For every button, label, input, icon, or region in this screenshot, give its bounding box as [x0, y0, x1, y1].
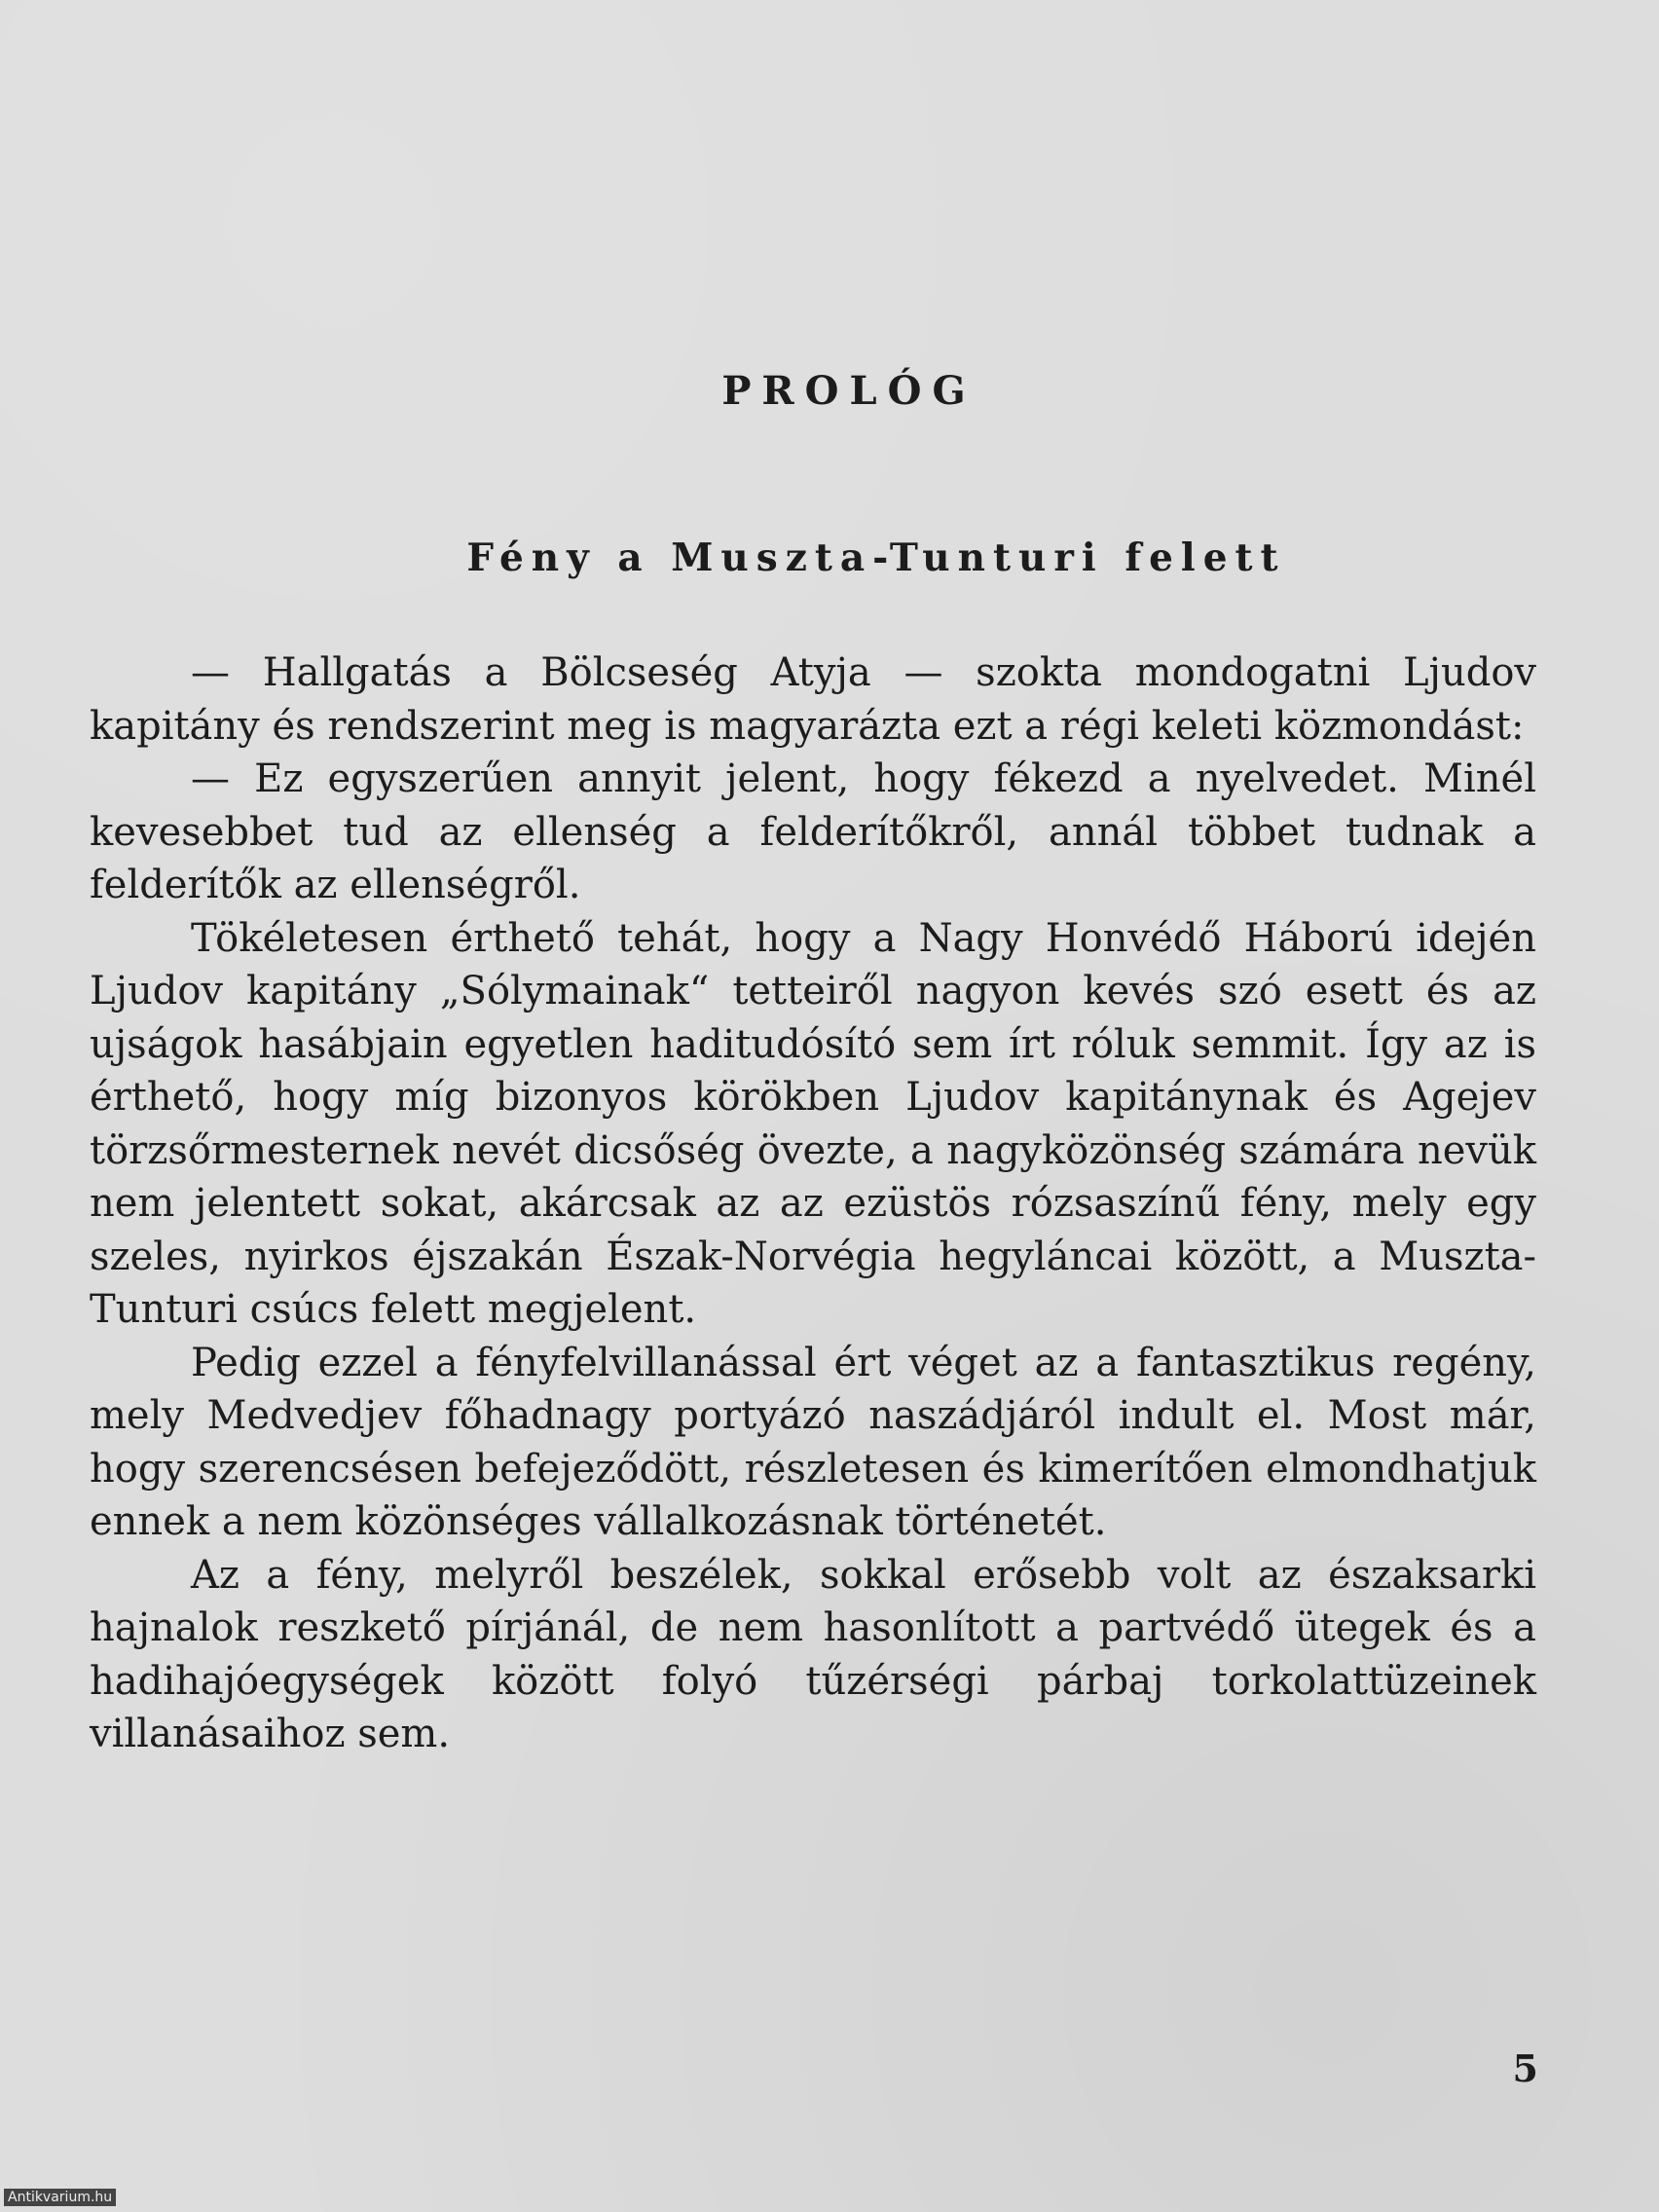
paragraph: — Hallgatás a Bölcseség Atyja — szokta mondogatni Ljudov kapitány és rendszerint meg is magyarázta ezt a régi keleti közmondást:: [90, 650, 1536, 749]
paragraph: Az a fény, melyről beszélek, sokkal erősebb volt az északsarki hajnalok reszkető pírjánál, de nem hasonlított a partvédő ütegek és a hadihajóegységek között folyó tűzérségi párbaj torkolattüzeinek villanásaihoz sem.: [90, 1552, 1536, 1756]
body-text: [90, 646, 1536, 1761]
chapter-heading: PROLÓG: [721, 368, 977, 414]
chapter-subtitle: Fény a Muszta-Tunturi felett: [466, 535, 1286, 580]
page-number: 5: [1512, 2046, 1538, 2090]
watermark: Antikvarium.hu: [4, 2189, 116, 2206]
paragraph: — Ez egyszerűen annyit jelent, hogy fékezd a nyelvedet. Minél kevesebbet tud az ellenség a felderítőkről, annál többet tudnak a felderítők az ellenségről.: [90, 756, 1536, 907]
paragraph: Pedig ezzel a fényfelvillanással ért véget az a fantasztikus regény, mely Medvedjev főhadnagy portyázó naszádjáról indult el. Most már, hogy szerencsésen befejeződött, részletesen és kimerítően elmondhatjuk ennek a nem közönséges vállalkozásnak történetét.: [90, 1340, 1536, 1544]
paragraph: Tökéletesen érthető tehát, hogy a Nagy Honvédő Háború idején Ljudov kapitány „Sólymainak“ tetteiről nagyon kevés szó esett és az ujságok hasábjain egyetlen haditudósító sem írt róluk semmit. Így az is érthető, hogy míg bizonyos körökben Ljudov kapitánynak és Agejev törzsőrmesternek nevét dicsőség övezte, a nagyközönség számára nevük nem jelentett sokat, akárcsak az az ezüstös rózsaszínű fény, mely egy szeles, nyirkos éjszakán Észak-Norvégia hegyláncai között, a Muszta-Tunturi csúcs felett megjelent.: [90, 915, 1536, 1332]
